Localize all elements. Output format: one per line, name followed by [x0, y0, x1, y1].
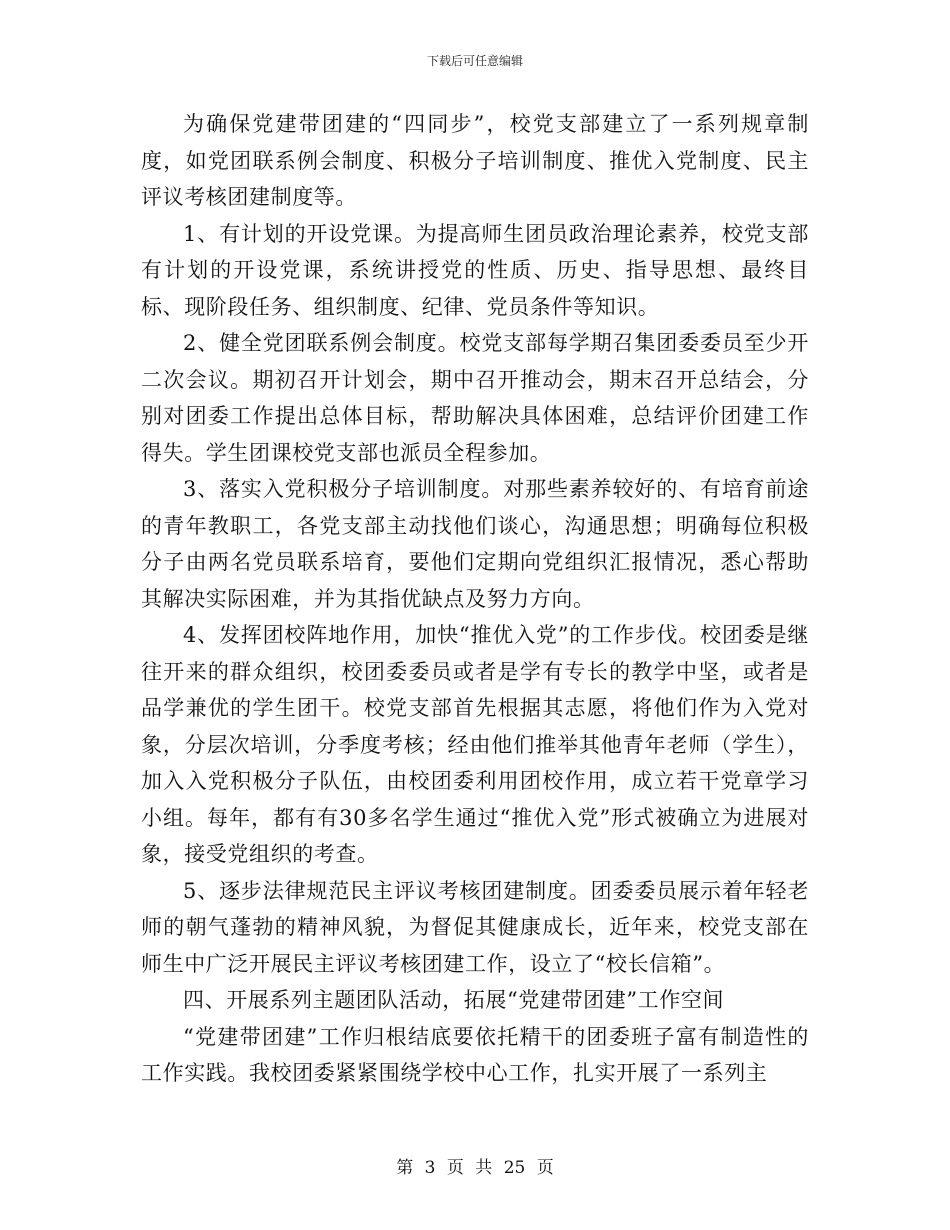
page-header: 下载后可任意编辑 [426, 54, 523, 68]
paragraph: 2、健全党团联系例会制度。校党支部每学期召集团委委员至少开二次会议。期初召开计划会，期中召开推动会，期末召开总结会，分别对团委工作提出总体目标，帮助解决具体困难，总结评价团建工作得失。学生团课校党支部也派员全程参加。 [141, 331, 809, 465]
paragraph: 5、逐步法律规范民主评议考核团建制度。团委委员展示着年轻老师的朝气蓬勃的精神风貌，为督促其健康成长，近年来，校党支部在师生中广泛开展民主评议考核团建工作，设立了“校长信箱”。 [141, 878, 809, 976]
paragraph: 为确保党建带团建的“四同步”，校党支部建立了一系列规章制度，如党团联系例会制度、积极分子培训制度、推优入党制度、民主评议考核团建制度等。 [141, 112, 809, 209]
page-number: 第 3 页 共 25 页 [396, 1158, 554, 1178]
document-body [141, 106, 809, 1092]
paragraph: “党建带团建”工作归根结底要依托精干的团委班子富有制造性的工作实践。我校团委紧紧围绕学校中心工作，扎实开展了一系列主 [141, 1024, 809, 1085]
paragraph: 3、落实入党积极分子培训制度。对那些素养较好的、有培育前途的青年教职工，各党支部主动找他们谈心，沟通思想；明确每位积极分子由两名党员联系培育，要他们定期向党组织汇报情况，悉心帮助其解决实际困难，并为其指优缺点及努力方向。 [141, 477, 809, 611]
paragraph: 4、发挥团校阵地作用，加快“推优入党”的工作步伐。校团委是继往开来的群众组织，校团委委员或者是学有专长的教学中坚，或者是品学兼优的学生团干。校党支部首先根据其志愿，将他们作为入党对象，分层次培训，分季度考核；经由他们推举其他青年老师（学生），加入入党积极分子队伍，由校团委利用团校作用，成立若干党章学习小组。每年，都有有30多名学生通过“推优入党”形式被确立为进展对象，接受党组织的考查。 [141, 623, 809, 866]
paragraph: 1、有计划的开设党课。为提高师生团员政治理论素养，校党支部有计划的开设党课，系统讲授党的性质、历史、指导思想、最终目标、现阶段任务、组织制度、纪律、党员条件等知识。 [141, 221, 809, 319]
section-heading: 四、开展系列主题团队活动，拓展“党建带团建”工作空间 [183, 988, 725, 1012]
